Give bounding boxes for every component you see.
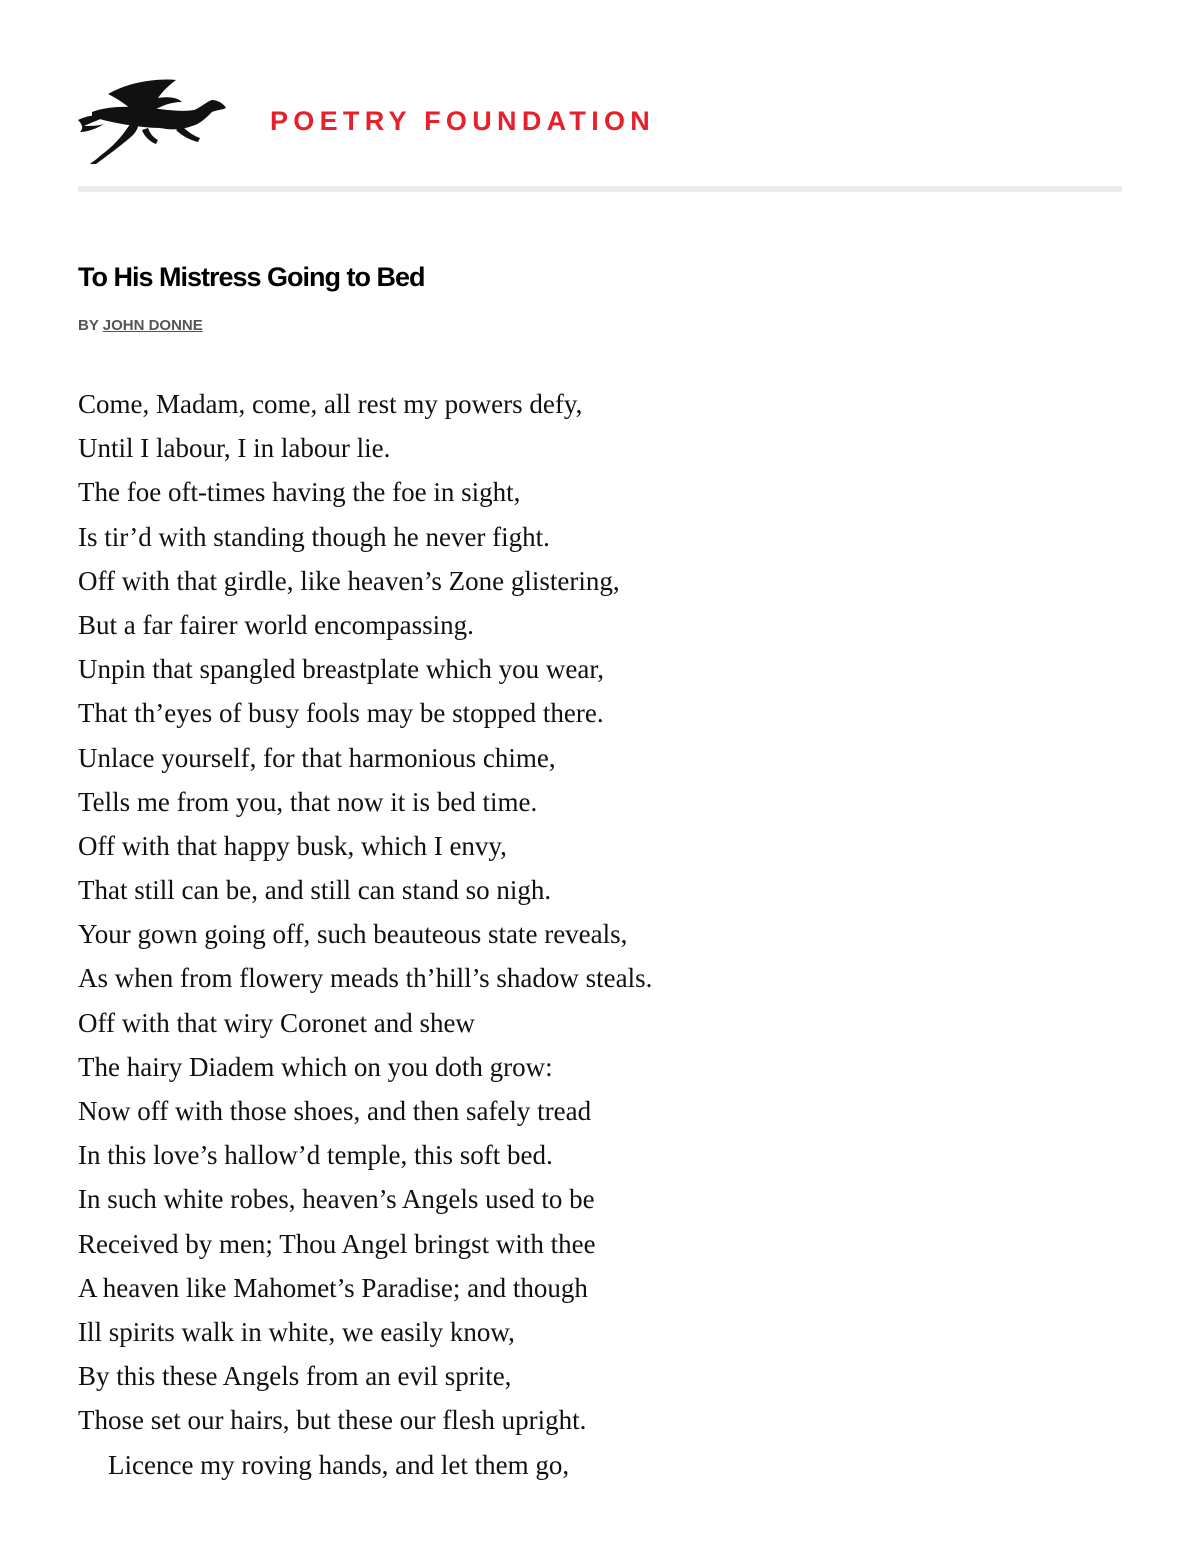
poem-line: By this these Angels from an evil sprite, — [78, 1361, 512, 1392]
poem-line: Is tir’d with standing though he never fight. — [78, 521, 550, 552]
poem-line: Licence my roving hands, and let them go, — [108, 1449, 570, 1480]
poem-line: Those set our hairs, but these our flesh upright. — [78, 1405, 587, 1436]
poem-line: Unpin that spangled breastplate which you wear, — [78, 654, 605, 685]
poem-line: As when from flowery meads th’hill’s shadow steals. — [78, 963, 653, 994]
header-divider — [78, 186, 1122, 192]
poem-line: In this love’s hallow’d temple, this soft bed. — [78, 1140, 553, 1171]
poem-line: The foe oft-times having the foe in sight, — [78, 477, 521, 508]
poem-line: Off with that girdle, like heaven’s Zone glistering, — [78, 565, 620, 596]
poem-line: Unlace yourself, for that harmonious chime, — [78, 742, 556, 773]
pegasus-logo-icon[interactable] — [78, 76, 228, 164]
byline — [78, 317, 203, 334]
poem-line: Until I labour, I in labour lie. — [78, 433, 391, 464]
site-header — [78, 72, 1122, 172]
poem-line: That still can be, and still can stand so nigh. — [78, 875, 552, 906]
poem-line: In such white robes, heaven’s Angels used to be — [78, 1184, 595, 1215]
author-link[interactable]: JOHN DONNE — [102, 317, 203, 334]
poem-body — [78, 382, 1078, 1487]
poem-line: Your gown going off, such beauteous state reveals, — [78, 919, 628, 950]
poem-line: But a far fairer world encompassing. — [78, 609, 474, 640]
byline-prefix: BY — [78, 317, 99, 334]
poem-line: A heaven like Mahomet’s Paradise; and though — [78, 1272, 588, 1303]
poem-line: Off with that wiry Coronet and shew — [78, 1007, 475, 1038]
poem-line: That th’eyes of busy fools may be stopped there. — [78, 698, 604, 729]
poem-line: Received by men; Thou Angel bringst with thee — [78, 1228, 596, 1259]
poem-line: Come, Madam, come, all rest my powers defy, — [78, 389, 583, 419]
poem-line: Now off with those shoes, and then safely tread — [78, 1096, 592, 1126]
poem-line: Off with that happy busk, which I envy, — [78, 830, 507, 861]
poem-line: Ill spirits walk in white, we easily know, — [78, 1316, 515, 1347]
brand-name[interactable]: POETRY FOUNDATION — [270, 106, 656, 136]
poem-title: To His Mistress Going to Bed — [78, 262, 425, 292]
poem-line: Tells me from you, that now it is bed time. — [78, 786, 538, 817]
poem-line: The hairy Diadem which on you doth grow: — [78, 1051, 553, 1082]
